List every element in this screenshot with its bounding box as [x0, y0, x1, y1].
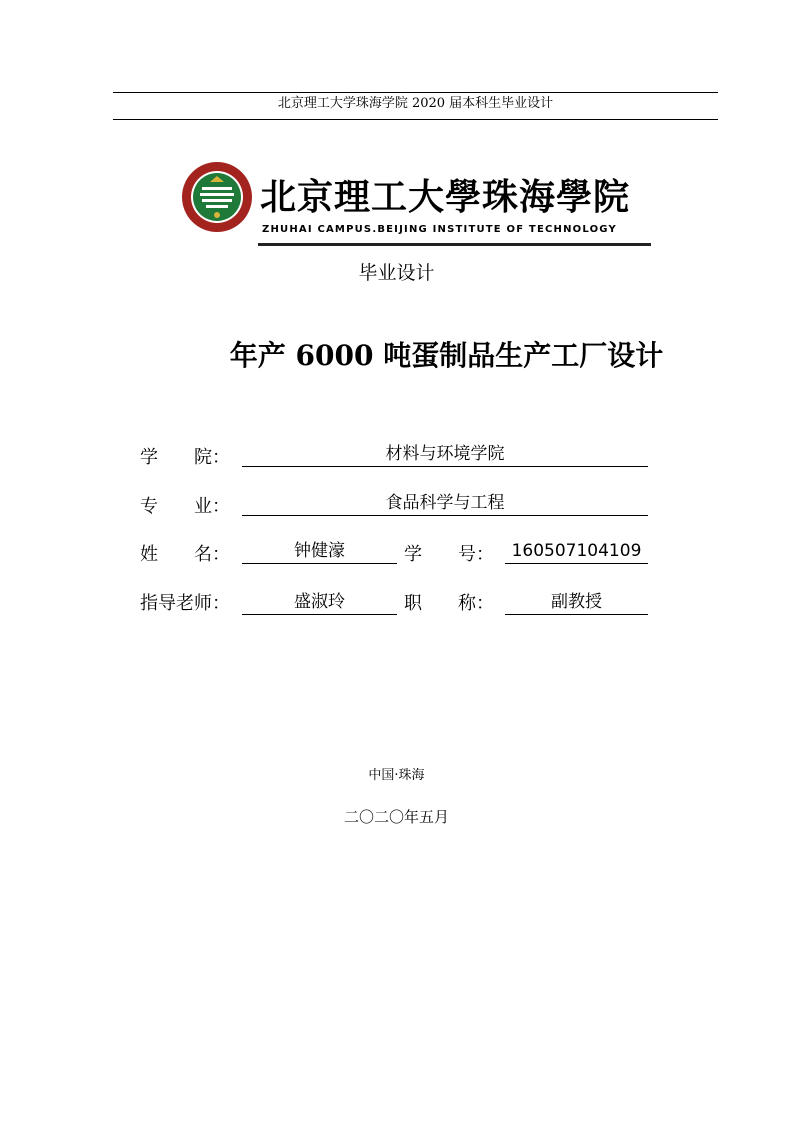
student-id-label: 学 号： [404, 544, 494, 565]
advisor-value: 盛淑玲 [242, 590, 397, 615]
logo-chinese-name: 北京理工大學珠海學院 [260, 177, 631, 218]
advisor-title-label: 职 称： [404, 593, 494, 614]
document-type: 毕业设计 [358, 262, 435, 284]
logo-english-name: ZHUHAI CAMPUS.BEIJING INSTITUTE OF TECHNOLOGY [262, 224, 617, 235]
date: 二〇二〇年五月 [343, 808, 449, 826]
document-title: 年产 6000 吨蛋制品生产工厂设计 [229, 339, 664, 372]
logo-underline [258, 243, 651, 246]
university-seal-icon [180, 160, 254, 234]
college-value: 材料与环境学院 [242, 442, 648, 467]
student-id-value: 160507104109 [505, 539, 648, 564]
running-header: 北京理工大学珠海学院 2020 届本科生毕业设计 [277, 96, 554, 111]
place: 中国·珠海 [368, 768, 425, 783]
major-label: 专 业： [140, 496, 230, 517]
college-label: 学 院： [140, 447, 230, 468]
university-logo [180, 160, 652, 250]
header-rule-bottom [113, 119, 718, 120]
name-label: 姓 名： [140, 544, 230, 565]
major-value: 食品科学与工程 [242, 491, 648, 516]
advisor-label: 指导老师： [140, 593, 230, 614]
name-value: 钟健濠 [242, 539, 397, 564]
header-rule-top [113, 92, 718, 93]
advisor-title-value: 副教授 [505, 590, 648, 615]
